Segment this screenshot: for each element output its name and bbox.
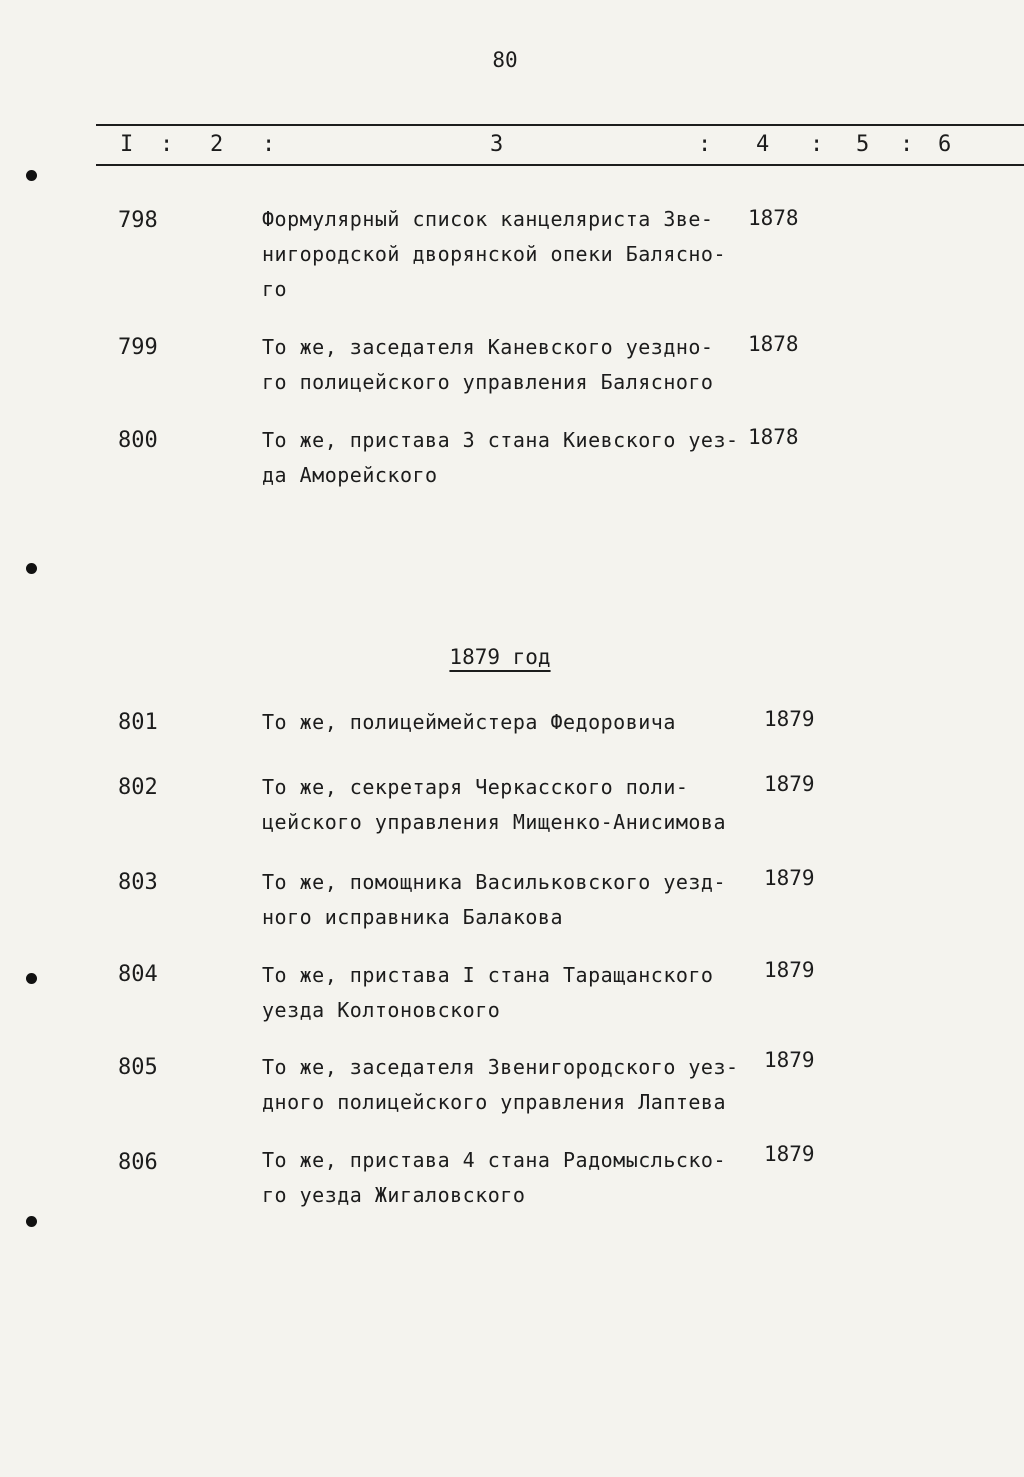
entry-line: То же, пристава I стана Таращанского <box>262 963 714 987</box>
entry-number: 801 <box>118 710 158 735</box>
header-separator: : <box>900 132 914 157</box>
entry-line: нигородской дворянской опеки Балясно- <box>262 242 727 266</box>
header-bottom-rule <box>96 164 1024 166</box>
entry-line: То же, заседателя Звенигородского уез- <box>262 1055 739 1079</box>
section-heading-text: 1879 год <box>449 645 551 669</box>
entry-line: го <box>262 277 288 301</box>
header-separator: : <box>160 132 174 157</box>
entry-year: 1879 <box>764 707 815 731</box>
entry-description <box>262 1143 752 1213</box>
punch-hole-mark <box>26 563 37 574</box>
entry-line: ного исправника Балакова <box>262 905 563 929</box>
entry-year: 1879 <box>764 1142 815 1166</box>
entry-number: 804 <box>118 962 158 987</box>
header-col-5: 5 <box>856 132 870 157</box>
entry-number: 805 <box>118 1055 158 1080</box>
entry-number: 800 <box>118 428 158 453</box>
entry-description <box>262 1050 752 1120</box>
header-col-6: 6 <box>938 132 952 157</box>
entry-number: 799 <box>118 335 158 360</box>
entry-year: 1879 <box>764 772 815 796</box>
entry-line: уезда Колтоновского <box>262 998 501 1022</box>
entry-line: Формулярный список канцеляриста Зве- <box>262 207 714 231</box>
entry-line: То же, заседателя Каневского уездно- <box>262 335 714 359</box>
entry-description <box>262 330 752 400</box>
entry-description <box>262 202 752 307</box>
header-col-2: 2 <box>210 132 224 157</box>
punch-hole-mark <box>26 170 37 181</box>
entry-year: 1878 <box>748 332 799 356</box>
header-col-4: 4 <box>756 132 770 157</box>
entry-year: 1878 <box>748 206 799 230</box>
entry-line: То же, пристава 4 стана Радомысльско- <box>262 1148 727 1172</box>
entry-line: цейского управления Мищенко-Анисимова <box>262 810 727 834</box>
header-separator: : <box>262 132 276 157</box>
entry-description <box>262 958 752 1028</box>
entry-number: 798 <box>118 208 158 233</box>
entry-description <box>262 423 752 493</box>
entry-description <box>262 705 752 740</box>
entry-line: го уезда Жигаловского <box>262 1183 526 1207</box>
page-number: 80 <box>492 48 518 72</box>
entry-line: да Аморейского <box>262 463 438 487</box>
entry-year: 1879 <box>764 866 815 890</box>
header-separator: : <box>698 132 712 157</box>
entry-line: То же, пристава 3 стана Киевского уез- <box>262 428 739 452</box>
header-separator: : <box>810 132 824 157</box>
entry-description <box>262 770 752 840</box>
punch-hole-mark <box>26 1216 37 1227</box>
header-col-1: I <box>120 132 134 157</box>
entry-line: То же, помощника Васильковского уезд- <box>262 870 727 894</box>
entry-year: 1878 <box>748 425 799 449</box>
entry-line: То же, секретаря Черкасского поли- <box>262 775 689 799</box>
header-top-rule <box>96 124 1024 126</box>
section-heading <box>0 645 1000 669</box>
entry-year: 1879 <box>764 1048 815 1072</box>
entry-description <box>262 865 752 935</box>
entry-number: 802 <box>118 775 158 800</box>
punch-hole-mark <box>26 973 37 984</box>
entry-number: 803 <box>118 870 158 895</box>
entry-year: 1879 <box>764 958 815 982</box>
entry-number: 806 <box>118 1150 158 1175</box>
header-col-3: 3 <box>490 132 504 157</box>
entry-line: го полицейского управления Балясного <box>262 370 714 394</box>
entry-line: дного полицейского управления Лаптева <box>262 1090 727 1114</box>
entry-line: То же, полицеймейстера Федоровича <box>262 710 676 734</box>
